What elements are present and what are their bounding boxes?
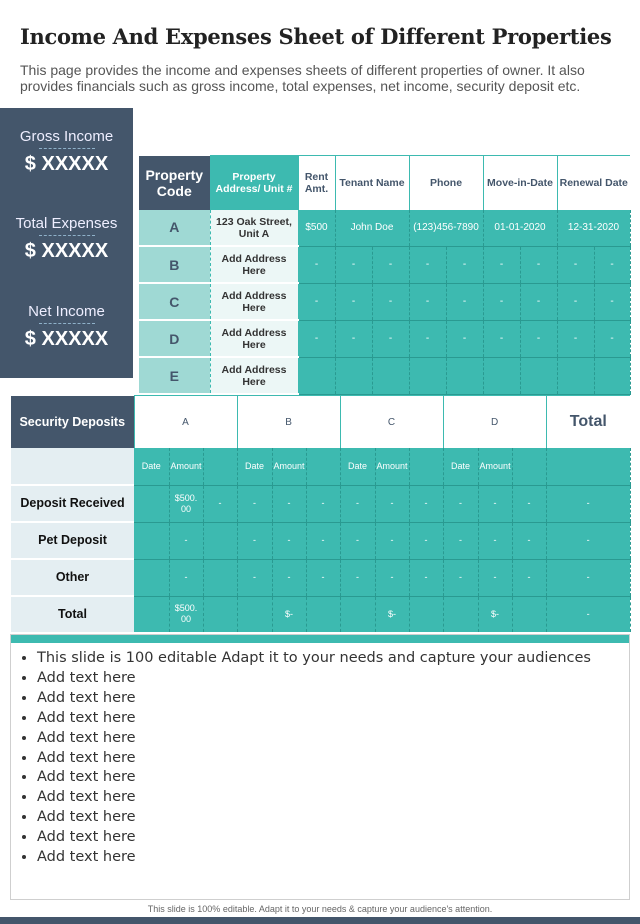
row-label-other: Other — [11, 559, 134, 596]
amount-subheader: Amount — [272, 448, 306, 485]
table-cell: - — [375, 485, 409, 522]
table-cell: - — [446, 246, 483, 283]
table-cell — [203, 559, 237, 596]
property-code: E — [139, 357, 210, 394]
tenant-name: John Doe — [335, 210, 409, 247]
notes-box — [10, 634, 630, 900]
table-row — [139, 283, 630, 320]
divider — [39, 323, 95, 324]
property-address: Add Address Here — [210, 246, 298, 283]
table-cell — [306, 448, 340, 485]
header-renewal-date: Renewal Date — [557, 156, 630, 210]
table-cell: - — [306, 485, 340, 522]
table-cell — [557, 357, 594, 394]
table-cell: - — [594, 283, 630, 320]
table-cell: - — [409, 246, 446, 283]
table-cell: - — [272, 522, 306, 559]
table-cell — [203, 596, 237, 632]
total-expenses-value: $ XXXXX — [24, 240, 109, 262]
table-cell: - — [483, 283, 520, 320]
table-row — [139, 320, 630, 357]
table-cell: $500. 00 — [169, 485, 203, 522]
property-code: A — [139, 210, 210, 247]
divider — [39, 148, 95, 149]
table-cell: - — [478, 559, 512, 596]
table-cell: - — [340, 522, 375, 559]
table-cell: - — [546, 522, 630, 559]
table-cell — [134, 596, 169, 632]
table-cell: - — [512, 522, 546, 559]
financial-summary-panel — [0, 108, 133, 378]
table-cell: $- — [375, 596, 409, 632]
table-cell — [134, 522, 169, 559]
footer-text: This slide is 100% editable. Adapt it to your needs & capture your audience's attention. — [147, 904, 493, 914]
table-cell — [203, 448, 237, 485]
table-cell: - — [237, 485, 272, 522]
table-row — [139, 357, 630, 394]
table-cell: - — [375, 559, 409, 596]
header-property-address: Property Address/ Unit # — [210, 156, 298, 210]
table-cell: - — [298, 283, 335, 320]
row-label-pet-deposit: Pet Deposit — [11, 522, 134, 559]
table-cell — [306, 596, 340, 632]
table-row — [139, 246, 630, 283]
table-cell: - — [335, 320, 372, 357]
table-cell: - — [340, 485, 375, 522]
property-column-header: A — [134, 396, 237, 449]
table-cell — [298, 357, 335, 394]
list-item: • Add text here — [37, 729, 629, 749]
page-subtitle: This page provides the income and expenses sheets of different properties of owner. It also provides financials such as gross income, total expenses, net income, security deposit etc. — [20, 62, 585, 94]
table-cell: - — [169, 522, 203, 559]
divider — [39, 235, 95, 236]
table-cell: - — [520, 283, 557, 320]
table-cell: - — [306, 559, 340, 596]
amount-subheader: Amount — [478, 448, 512, 485]
row-label-deposit-received: Deposit Received — [11, 485, 134, 522]
notes-list — [11, 649, 629, 868]
table-cell: - — [375, 522, 409, 559]
row-label-total: Total — [11, 596, 134, 632]
total-expenses-block — [0, 215, 133, 263]
property-address: Add Address Here — [210, 320, 298, 357]
header-property-code: Property Code — [139, 156, 210, 210]
notes-accent-bar — [11, 635, 629, 643]
table-cell: - — [335, 283, 372, 320]
property-column-header: C — [340, 396, 443, 449]
table-cell: - — [520, 320, 557, 357]
security-deposits-table — [11, 395, 631, 632]
gross-income-block — [0, 128, 133, 176]
amount-subheader: Amount — [169, 448, 203, 485]
table-cell: - — [594, 320, 630, 357]
table-row — [139, 210, 630, 247]
table-cell: - — [446, 320, 483, 357]
list-item: • Add text here — [37, 749, 629, 769]
property-table-header — [139, 156, 630, 210]
property-table — [139, 155, 631, 395]
phone-number: (123)456-7890 — [409, 210, 483, 247]
table-cell: - — [409, 559, 443, 596]
table-cell — [203, 522, 237, 559]
table-row — [11, 522, 630, 559]
bottom-bar — [0, 917, 640, 924]
net-income-block — [0, 303, 133, 351]
list-item: • This slide is 100 editable Adapt it to your needs and capture your audiences — [37, 649, 629, 669]
table-cell — [335, 357, 372, 394]
table-cell: - — [409, 522, 443, 559]
table-cell: - — [409, 320, 446, 357]
property-column-header: B — [237, 396, 340, 449]
list-item: • Add text here — [37, 768, 629, 788]
table-cell: - — [203, 485, 237, 522]
total-column-header: Total — [546, 396, 630, 449]
property-address: Add Address Here — [210, 283, 298, 320]
table-cell — [340, 596, 375, 632]
table-cell: - — [409, 485, 443, 522]
table-cell — [512, 596, 546, 632]
net-income-label: Net Income — [28, 303, 105, 320]
table-cell: - — [272, 485, 306, 522]
table-cell — [443, 596, 478, 632]
table-cell: - — [443, 485, 478, 522]
rent-amount: $500 — [298, 210, 335, 247]
header-tenant-name: Tenant Name — [335, 156, 409, 210]
blank-cell — [11, 448, 134, 485]
date-subheader: Date — [134, 448, 169, 485]
header-phone: Phone — [409, 156, 483, 210]
table-cell: - — [335, 246, 372, 283]
header-move-in-date: Move-in-Date — [483, 156, 557, 210]
table-cell — [546, 448, 630, 485]
table-cell: - — [557, 283, 594, 320]
table-cell — [512, 448, 546, 485]
table-cell: - — [409, 283, 446, 320]
table-cell: - — [372, 320, 409, 357]
table-cell: - — [520, 246, 557, 283]
table-cell: - — [483, 320, 520, 357]
gross-income-label: Gross Income — [19, 128, 114, 145]
property-code: B — [139, 246, 210, 283]
list-item: • Add text here — [37, 788, 629, 808]
date-subheader: Date — [237, 448, 272, 485]
table-cell — [237, 596, 272, 632]
table-cell: - — [443, 559, 478, 596]
net-income-value: $ XXXXX — [24, 328, 109, 350]
table-cell: - — [446, 283, 483, 320]
table-cell: - — [272, 559, 306, 596]
table-cell: $- — [272, 596, 306, 632]
table-cell — [409, 596, 443, 632]
table-cell — [594, 357, 630, 394]
table-cell: - — [443, 522, 478, 559]
list-item: • Add text here — [37, 828, 629, 848]
table-cell: - — [298, 320, 335, 357]
table-cell: - — [340, 559, 375, 596]
security-header-row — [11, 396, 630, 449]
table-row — [11, 596, 630, 632]
security-subheader-row — [11, 448, 630, 485]
table-row — [11, 485, 630, 522]
table-cell — [483, 357, 520, 394]
table-cell: - — [483, 246, 520, 283]
table-cell: - — [478, 485, 512, 522]
table-cell: - — [372, 283, 409, 320]
date-subheader: Date — [340, 448, 375, 485]
table-cell: - — [512, 559, 546, 596]
move-in-date: 01-01-2020 — [483, 210, 557, 247]
header-rent-amount: Rent Amt. — [298, 156, 335, 210]
property-code: C — [139, 283, 210, 320]
table-cell: - — [237, 522, 272, 559]
table-cell: - — [478, 522, 512, 559]
table-cell: - — [594, 246, 630, 283]
table-cell: - — [372, 246, 409, 283]
list-item: • Add text here — [37, 689, 629, 709]
amount-subheader: Amount — [375, 448, 409, 485]
table-cell: $500. 00 — [169, 596, 203, 632]
table-cell: - — [237, 559, 272, 596]
list-item: • Add text here — [37, 808, 629, 828]
table-cell: $- — [478, 596, 512, 632]
gross-income-value: $ XXXXX — [24, 153, 109, 175]
table-cell: - — [557, 320, 594, 357]
total-expenses-label: Total Expenses — [15, 215, 118, 232]
list-item: • Add text here — [37, 848, 629, 868]
list-item: • Add text here — [37, 709, 629, 729]
property-code: D — [139, 320, 210, 357]
renewal-date: 12-31-2020 — [557, 210, 630, 247]
table-cell — [520, 357, 557, 394]
table-cell: - — [169, 559, 203, 596]
table-cell — [134, 559, 169, 596]
table-cell: - — [512, 485, 546, 522]
table-cell: - — [546, 485, 630, 522]
table-cell — [134, 485, 169, 522]
table-cell: - — [546, 596, 630, 632]
property-column-header: D — [443, 396, 546, 449]
table-cell: - — [298, 246, 335, 283]
table-cell — [409, 357, 446, 394]
property-address: Add Address Here — [210, 357, 298, 394]
property-address: 123 Oak Street, Unit A — [210, 210, 298, 247]
page-title: Income And Expenses Sheet of Different Properties — [20, 24, 612, 49]
date-subheader: Date — [443, 448, 478, 485]
list-item: • Add text here — [37, 669, 629, 689]
security-deposits-title: Security Deposits — [11, 396, 134, 449]
table-cell: - — [557, 246, 594, 283]
table-cell — [372, 357, 409, 394]
table-cell: - — [306, 522, 340, 559]
table-cell — [446, 357, 483, 394]
table-cell: - — [546, 559, 630, 596]
table-cell — [409, 448, 443, 485]
table-row — [11, 559, 630, 596]
